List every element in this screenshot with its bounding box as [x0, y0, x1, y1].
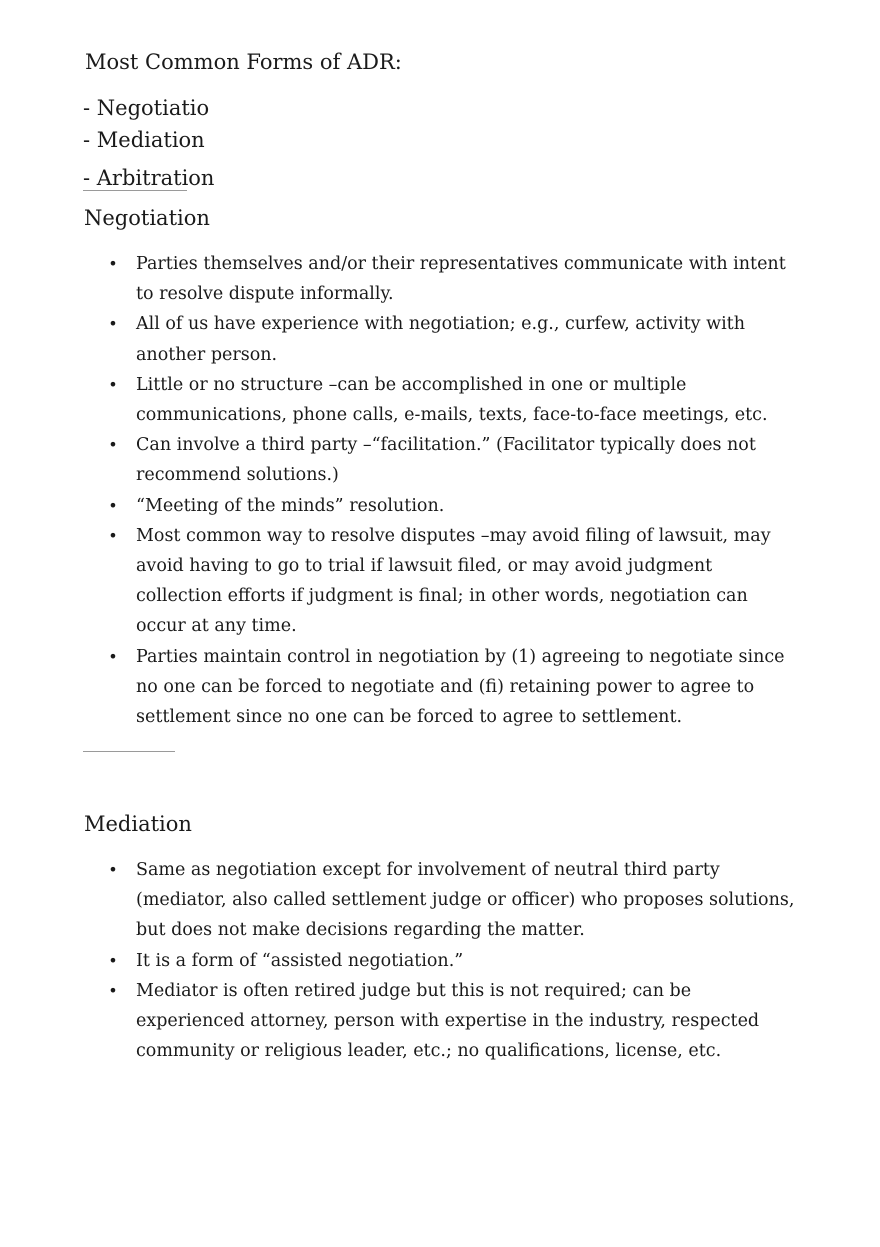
- mediation-bullet-list: [0, 855, 800, 1066]
- bullet-icon: •: [108, 646, 118, 666]
- list-item-text: Little or no structure –can be accomplished in one or multiple communications, phone calls, e-mails, texts, face-to-face meetings, etc.: [136, 374, 768, 426]
- list-item-text: Mediator is often retired judge but this is not required; can be experienced attorney, person with expertise in the industry, respected community or religious leader, etc.; no qualifications, license, etc.: [136, 980, 760, 1062]
- list-item-text: Same as negotiation except for involvement of neutral third party (mediator, also called settlement judge or officer) who proposes solutions, but does not make decisions regarding the matter.: [136, 860, 795, 941]
- list-item: [0, 976, 800, 1067]
- list-item: [0, 642, 800, 733]
- divider-line: [83, 190, 187, 191]
- bullet-icon: •: [108, 374, 118, 394]
- list-item: [0, 249, 800, 309]
- list-item-text: Most common way to resolve disputes –may avoid filing of lawsuit, may avoid having to go to trial if lawsuit filed, or may avoid judgment collection efforts if judgment is final; in other words, negotiation can occur at any time.: [136, 525, 771, 637]
- bullet-icon: •: [108, 435, 118, 455]
- section-heading-negotiation: Negotiation: [84, 206, 210, 230]
- list-item: [0, 309, 800, 369]
- bullet-icon: •: [108, 950, 118, 970]
- bullet-icon: •: [108, 980, 118, 1000]
- adr-form-item-arbitration: - Arbitration: [83, 166, 215, 190]
- list-item-text: It is a form of “assisted negotiation.”: [136, 950, 464, 971]
- bullet-icon: •: [108, 254, 118, 273]
- section-heading-mediation: Mediation: [84, 812, 192, 836]
- list-item: [0, 521, 800, 642]
- list-item-text: Can involve a third party –“facilitation.” (Facilitator typically does not recommend solutions.): [136, 435, 756, 486]
- adr-form-item-mediation: - Mediation: [83, 128, 205, 152]
- adr-form-item-negotiation: - Negotiatio: [83, 96, 210, 120]
- list-item: [0, 855, 800, 946]
- list-item-text: All of us have experience with negotiation; e.g., curfew, activity with another person.: [136, 314, 745, 365]
- document-title: Most Common Forms of ADR:: [85, 50, 402, 74]
- bullet-icon: •: [108, 495, 118, 515]
- list-item: [0, 946, 800, 976]
- section-divider-line: [83, 751, 175, 752]
- list-item-text: Parties maintain control in negotiation by (1) agreeing to negotiate since no one can be forced to negotiate and (fi) retaining power to agree to settlement since no one can be forced to agree to settlement.: [136, 646, 785, 728]
- bullet-icon: •: [108, 525, 118, 545]
- bullet-icon: •: [108, 314, 118, 334]
- list-item: [0, 370, 800, 430]
- negotiation-bullet-list: [0, 249, 800, 732]
- list-item-text: Parties themselves and/or their representatives communicate with intent to resolve dispute informally.: [136, 254, 786, 305]
- list-item-text: “Meeting of the minds” resolution.: [136, 495, 445, 516]
- list-item: [0, 430, 800, 490]
- bullet-icon: •: [108, 860, 118, 879]
- list-item: [0, 491, 800, 521]
